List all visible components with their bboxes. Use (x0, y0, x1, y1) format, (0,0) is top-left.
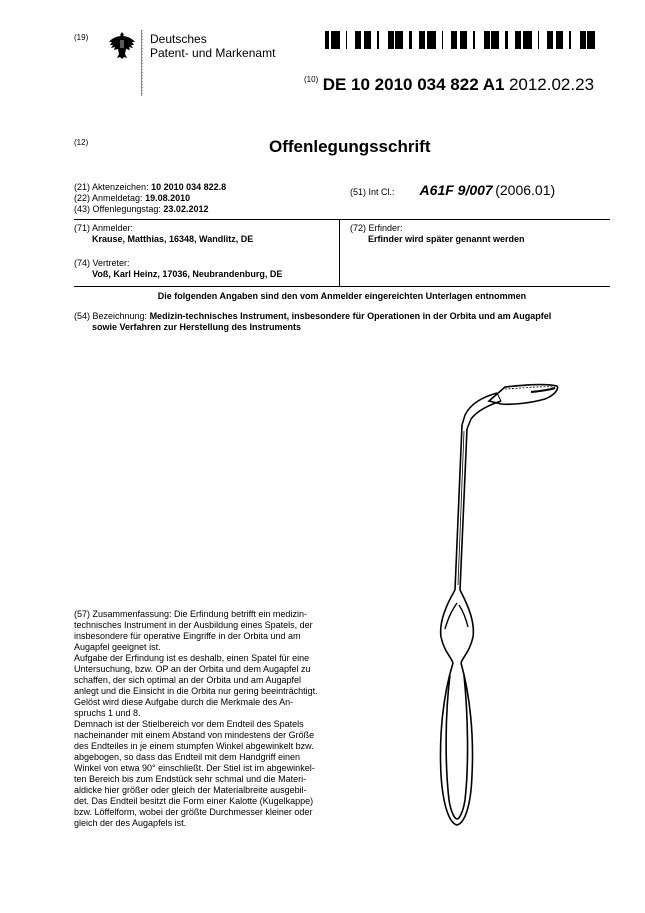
abstract-line: Demnach ist der Stielbereich vor dem Endteil des Spatels (74, 719, 304, 729)
abstract-line: abgebogen, so dass das Endteil mit dem Handgriff einen (74, 752, 300, 762)
laid-open-date: 23.02.2012 (163, 204, 209, 214)
abstract (74, 609, 357, 829)
abstract-line: gleich der des Augapfels ist. (74, 818, 187, 828)
inventor-block (350, 223, 525, 245)
inventor-value: Erfinder wird später genannt werden (368, 234, 525, 244)
int-cl-year: (2006.01) (495, 182, 556, 198)
office-line-2: Patent- und Markenamt (150, 46, 276, 60)
abstract-line: aldicke hier größer oder gleich der Materialbreite ausgebil- (74, 785, 307, 795)
agent-label: (74) Vertreter: (74, 258, 130, 268)
document-title: Offenlegungsschrift (269, 137, 431, 156)
designation-line-1: Medizin-technisches Instrument, insbesondere für Operationen in der Orbita und am Augapfel (149, 311, 552, 321)
filing-date-label: (22) Anmeldetag: (74, 193, 143, 203)
applicant-note: Die folgenden Angaben sind den vom Anmelder eingereichten Unterlagen entnommen (157, 291, 527, 301)
abstract-line: Augapfel geeignet ist. (74, 642, 161, 652)
int-cl-label: (51) Int Cl.: (350, 187, 395, 197)
agent-block (74, 258, 282, 280)
publication-number: DE 10 2010 034 822 A1 (322, 75, 505, 94)
applicant-value: Krause, Matthias, 16348, Wandlitz, DE (92, 234, 254, 244)
rule-bottom (74, 286, 610, 287)
agent-value: Voß, Karl Heinz, 17036, Neubrandenburg, DE (92, 269, 283, 279)
office-line-1: Deutsches (150, 32, 207, 46)
abstract-line: Winkel von etwa 90° einschließt. Der Stiel ist im abgewinkel- (74, 763, 315, 773)
publication-number-line (304, 75, 594, 95)
abstract-line: des Endteiles in je einem stumpfen Winkel abgewinkelt bzw. (74, 741, 314, 751)
abstract-line: nacheinander mit einem Abstand von mindestens der Größe (74, 730, 315, 740)
column-separator (339, 220, 340, 286)
designation (74, 311, 610, 333)
inid-19: (19) (74, 33, 89, 42)
rule-top (74, 219, 610, 220)
filing-date: 19.08.2010 (145, 193, 191, 203)
inid-12: (12) (74, 138, 89, 147)
abstract-line: Gelöst wird diese Aufgabe durch die Merkmale des An- (74, 697, 294, 707)
applicant-block (74, 223, 253, 245)
inventor-label: (72) Erfinder: (350, 223, 403, 233)
abstract-line: Untersuchung, bzw. OP an der Orbita und dem Augapfel zu (74, 664, 311, 674)
abstract-line: ten Bereich bis zum Endstück sehr schmal und die Materi- (74, 774, 307, 784)
applicant-label: (71) Anmelder: (74, 223, 134, 233)
header-divider-dots (142, 30, 143, 96)
barcode (325, 31, 598, 49)
abstract-line: Aufgabe der Erfindung ist es deshalb, einen Spatel für eine (74, 653, 310, 663)
spatula-instrument-drawing (405, 375, 565, 830)
patent-office-name (150, 32, 275, 60)
int-cl (350, 182, 555, 198)
abstract-line: insbesondere für operative Eingriffe in der Orbita und am (74, 631, 301, 641)
bibliographic-data (74, 182, 226, 215)
designation-label: (54) Bezeichnung: (74, 311, 148, 321)
abstract-line: (57) Zusammenfassung: Die Erfindung betrifft ein medizin- (74, 609, 307, 619)
abstract-line: det. Das Endteil besitzt die Form einer Kalotte (Kugelkappe) (74, 796, 314, 806)
abstract-line: spruchs 1 und 8. (74, 708, 141, 718)
federal-eagle-icon (108, 30, 136, 60)
file-number-label: (21) Aktenzeichen: (74, 182, 149, 192)
publication-date: 2012.02.23 (508, 75, 595, 94)
publication-date-label: (43) Offenlegungstag: (74, 204, 161, 214)
abstract-line: bzw. Löffelform, wobei der größte Durchmesser kleiner oder (74, 807, 313, 817)
file-number: 10 2010 034 822.8 (151, 182, 227, 192)
abstract-line: technisches Instrument in der Ausbildung eines Spatels, der (74, 620, 313, 630)
abstract-line: anlegt und die Einsicht in die Orbita nur gering beeinträchtigt. (74, 686, 318, 696)
designation-line-2: sowie Verfahren zur Herstellung des Instruments (92, 322, 302, 332)
inid-10: (10) (304, 75, 319, 84)
int-cl-class: A61F 9/007 (419, 182, 493, 198)
abstract-line: schaffen, der sich optimal an der Orbita und am Augapfel (74, 675, 301, 685)
